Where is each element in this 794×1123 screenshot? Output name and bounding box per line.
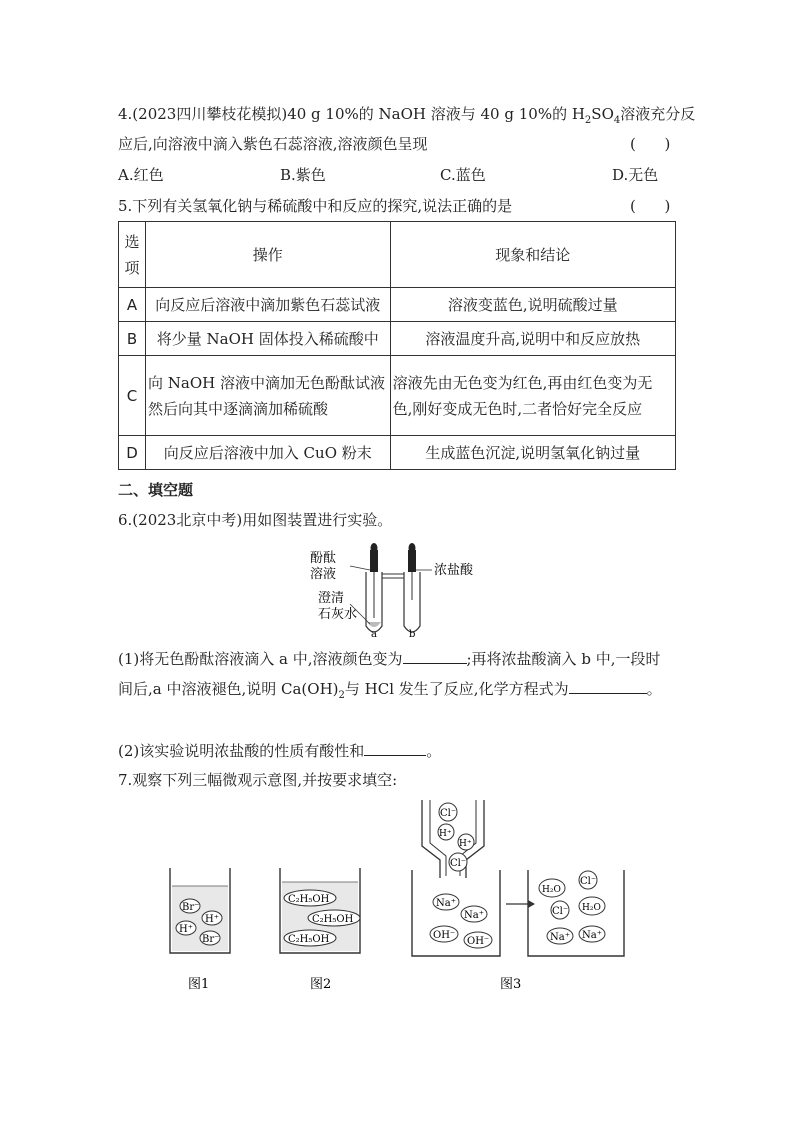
- q6-stem: 6.(2023北京中考)用如图装置进行实验。: [118, 511, 393, 529]
- q4-option-b: B.紫色: [280, 166, 326, 184]
- table-row: [119, 288, 676, 322]
- q6-text: 间后,a 中溶液褪色,说明 Ca(OH): [118, 680, 339, 698]
- header-option: [119, 222, 146, 288]
- figure1-beaker: [170, 868, 230, 953]
- row-operation: 向反应后溶液中滴加紫色石蕊试液: [145, 288, 390, 322]
- q4-stem-line2: 应后,向溶液中滴入紫色石蕊溶液,溶液颜色呈现: [118, 135, 428, 153]
- ion-label: H⁺: [179, 924, 193, 935]
- ion-label: Na⁺: [550, 932, 570, 943]
- header-text: 项: [124, 258, 140, 277]
- label-phenolphthalein: 酚酞: [310, 551, 337, 566]
- q4-option-d: D.无色: [612, 166, 659, 184]
- header-operation: 操作: [145, 222, 390, 288]
- cell-line: 溶液先由无色变为红色,再由红色变为无: [392, 373, 653, 392]
- arrow-head-icon: [528, 900, 535, 908]
- ion-label: H⁺: [439, 829, 452, 839]
- q6-text: 。: [426, 742, 442, 760]
- row-operation: 将少量 NaOH 固体投入稀硫酸中: [145, 322, 390, 356]
- row-option: D: [119, 436, 146, 470]
- table-header-row: [119, 222, 676, 288]
- ion-label: Br⁻: [202, 934, 220, 945]
- ion-label: Na⁺: [582, 930, 602, 941]
- label-clear: 澄清: [318, 591, 345, 606]
- ion-label: Na⁺: [464, 910, 484, 921]
- leader-line: [350, 566, 370, 570]
- answer-blank[interactable]: [403, 648, 467, 664]
- label-conc-hcl: 浓盐酸: [434, 563, 474, 578]
- q4-text: 4.(2023四川攀枝花模拟)40 g 10%的 NaOH 溶液与 40 g 10%的 H: [118, 105, 585, 123]
- q6-apparatus-figure: [300, 540, 500, 640]
- q6-text: (1)将无色酚酞溶液滴入 a 中,溶液颜色变为: [118, 650, 403, 668]
- ion-label: H⁺: [459, 839, 472, 849]
- table-row: [119, 356, 676, 436]
- row-result: 溶液温度升高,说明中和反应放热: [390, 322, 675, 356]
- dropper-b: [408, 550, 416, 572]
- section-heading: 二、填空题: [118, 481, 194, 499]
- figure2-beaker: [280, 868, 360, 953]
- row-operation: [145, 356, 390, 436]
- ion-label: Cl⁻: [552, 906, 569, 917]
- row-result: 溶液变蓝色,说明硫酸过量: [390, 288, 675, 322]
- ion-label: Br⁻: [182, 902, 200, 913]
- cell-line: 然后向其中逐滴滴加稀硫酸: [147, 399, 328, 418]
- figure1-caption: 图1: [188, 977, 210, 992]
- ion-label: OH⁻: [433, 930, 456, 941]
- q4-text: SO: [591, 105, 614, 123]
- table-row: [119, 322, 676, 356]
- figure3-caption: 图3: [500, 977, 522, 992]
- q6-text: ;再将浓盐酸滴入 b 中,一段时: [466, 650, 661, 668]
- ion-label: Na⁺: [436, 898, 456, 909]
- label-solution: 溶液: [310, 567, 337, 582]
- q5-table: [118, 221, 676, 470]
- dropper-bulb-a: [371, 543, 378, 553]
- q6-text: 与 HCl 发生了反应,化学方程式为: [344, 680, 569, 698]
- q6-part1-line2: [118, 678, 662, 706]
- q6-text: 。: [646, 680, 662, 698]
- cell-line: 色,刚好变成无色时,二者恰好完全反应: [392, 399, 643, 418]
- q4-text: 溶液充分反: [620, 105, 696, 123]
- answer-blank[interactable]: [364, 740, 426, 756]
- q4-option-c: C.蓝色: [440, 166, 486, 184]
- row-option: C: [119, 356, 146, 436]
- row-result: [390, 356, 675, 436]
- header-result: 现象和结论: [390, 222, 675, 288]
- dropper-a: [370, 550, 378, 572]
- ion-label: Cl⁻: [580, 876, 597, 887]
- q7-stem: 7.观察下列三幅微观示意图,并按要求填空:: [118, 771, 398, 789]
- ion-label: H⁺: [205, 914, 219, 925]
- q5-stem: 5.下列有关氢氧化钠与稀硫酸中和反应的探究,说法正确的是: [118, 197, 513, 215]
- molecule-label: C₂H₅OH: [288, 934, 330, 945]
- molecule-label: C₂H₅OH: [312, 914, 354, 925]
- dropper-bulb-b: [409, 543, 416, 553]
- subscript: 2: [338, 690, 345, 701]
- q4-answer-paren: ( ): [630, 135, 671, 153]
- row-result: 生成蓝色沉淀,说明氢氧化钠过量: [390, 436, 675, 470]
- figure3-dropper: [422, 800, 484, 878]
- ion-label: Cl⁻: [440, 808, 457, 819]
- ion-label: OH⁻: [467, 936, 490, 947]
- figure3-beaker-before: [412, 870, 500, 956]
- answer-blank[interactable]: [569, 678, 647, 694]
- figure3-beaker-after: [528, 870, 624, 956]
- row-option: B: [119, 322, 146, 356]
- molecule-label: H₂O: [582, 903, 601, 913]
- q6-part2: [118, 740, 441, 761]
- row-operation: 向反应后溶液中加入 CuO 粉末: [145, 436, 390, 470]
- subscript: 4: [613, 115, 621, 126]
- q4-option-a: A.红色: [118, 166, 164, 184]
- label-limewater: 石灰水: [318, 607, 358, 622]
- label-b: b: [409, 629, 416, 640]
- subscript: 2: [584, 115, 592, 126]
- header-text: 选: [124, 232, 140, 251]
- table-row: [119, 436, 676, 470]
- q5-answer-paren: ( ): [630, 197, 671, 215]
- q4-stem-line1: [118, 104, 695, 131]
- q6-text: (2)该实验说明浓盐酸的性质有酸性和: [118, 742, 365, 760]
- q7-micro-figures: [160, 798, 640, 998]
- molecule-label: C₂H₅OH: [288, 894, 330, 905]
- molecule-label: H₂O: [542, 885, 561, 895]
- figure2-caption: 图2: [310, 977, 332, 992]
- row-option: A: [119, 288, 146, 322]
- label-a: a: [371, 629, 377, 640]
- q6-part1-line1: [118, 648, 660, 669]
- ion-label: Cl⁻: [450, 858, 467, 869]
- cell-line: 向 NaOH 溶液中滴加无色酚酞试液: [147, 373, 385, 392]
